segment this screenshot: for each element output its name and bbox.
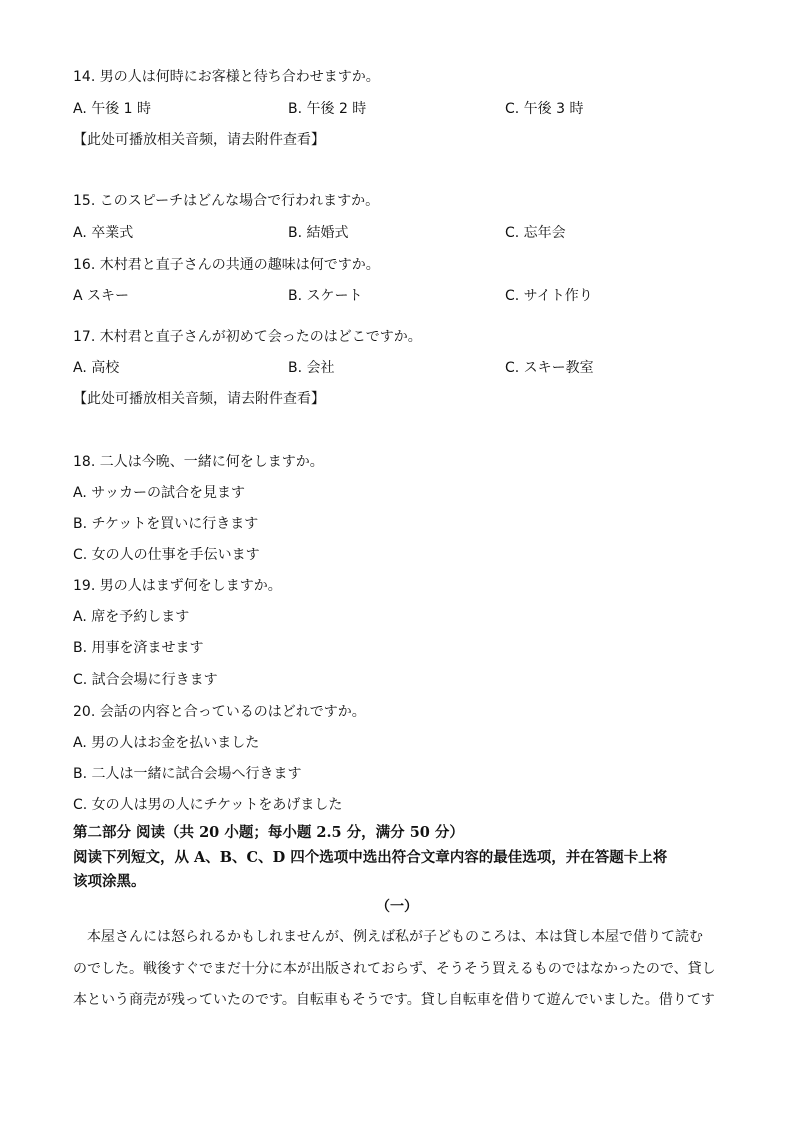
q19-option-b: B. 用事を済ませます <box>73 640 204 656</box>
q16-option-c: C. サイト作り <box>505 288 593 304</box>
q17-option-c: C. スキー教室 <box>505 360 594 376</box>
q20-option-a: A. 男の人はお金を払いました <box>73 735 260 751</box>
question-20: 20. 会話の内容と合っているのはどれですか。 <box>73 704 366 720</box>
passage-line-2: のでした。戦後すぐでまだ十分に本が出版されておらず、そうそう買えるものではなかったので、貸し <box>73 961 716 977</box>
q18-option-b: B. チケットを買いに行きます <box>73 516 259 532</box>
q15-option-a: A. 卒業式 <box>73 225 134 241</box>
q15-option-c: C. 忘年会 <box>505 225 566 241</box>
q19-option-a: A. 席を予約します <box>73 609 190 625</box>
section-2-instruction-line-2: 该项涂黑。 <box>73 873 146 890</box>
q14-option-b: B. 午後 2 時 <box>288 101 367 117</box>
passage-line-1: 本屋さんには怒られるかもしれませんが、例えば私が子どものころは、本は貸し本屋で借りて読む <box>87 929 703 945</box>
audio-note-1[interactable]: 【此处可播放相关音频，请去附件查看】 <box>73 132 325 148</box>
passage-line-3: 本という商売が残っていたのです。自転車もそうです。貸し自転車を借りて遊んでいました。借りてす <box>73 992 715 1008</box>
question-14: 14. 男の人は何時にお客様と待ち合わせますか。 <box>73 69 380 85</box>
q17-option-a: A. 高校 <box>73 360 120 376</box>
q18-option-c: C. 女の人の仕事を手伝います <box>73 547 260 563</box>
question-16: 16. 木村君と直子さんの共通の趣味は何ですか。 <box>73 257 380 273</box>
q19-option-c: C. 試合会場に行きます <box>73 672 218 688</box>
q18-option-a: A. サッカーの試合を見ます <box>73 485 245 501</box>
q20-option-c: C. 女の人は男の人にチケットをあげました <box>73 797 343 813</box>
q14-option-a: A. 午後 1 時 <box>73 101 152 117</box>
section-2-heading: 第二部分 阅读（共 20 小题；每小题 2.5 分，满分 50 分） <box>73 824 464 841</box>
question-17: 17. 木村君と直子さんが初めて会ったのはどこですか。 <box>73 329 422 345</box>
question-18: 18. 二人は今晩、一緒に何をしますか。 <box>73 454 324 470</box>
q20-option-b: B. 二人は一緒に試合会場へ行きます <box>73 766 302 782</box>
q14-option-c: C. 午後 3 時 <box>505 101 584 117</box>
q15-option-b: B. 結婚式 <box>288 225 349 241</box>
q16-option-b: B. スケート <box>288 288 363 304</box>
audio-note-2[interactable]: 【此处可播放相关音频，请去附件查看】 <box>73 391 325 407</box>
section-2-instruction-line-1: 阅读下列短文，从 A、B、C、D 四个选项中选出符合文章内容的最佳选项，并在答题卡上将 <box>73 849 668 866</box>
passage-number: （一） <box>376 899 418 915</box>
question-19: 19. 男の人はまず何をしますか。 <box>73 578 282 594</box>
question-15: 15. このスピーチはどんな場合で行われますか。 <box>73 193 380 209</box>
q17-option-b: B. 会社 <box>288 360 335 376</box>
q16-option-a: A スキー <box>73 288 130 304</box>
